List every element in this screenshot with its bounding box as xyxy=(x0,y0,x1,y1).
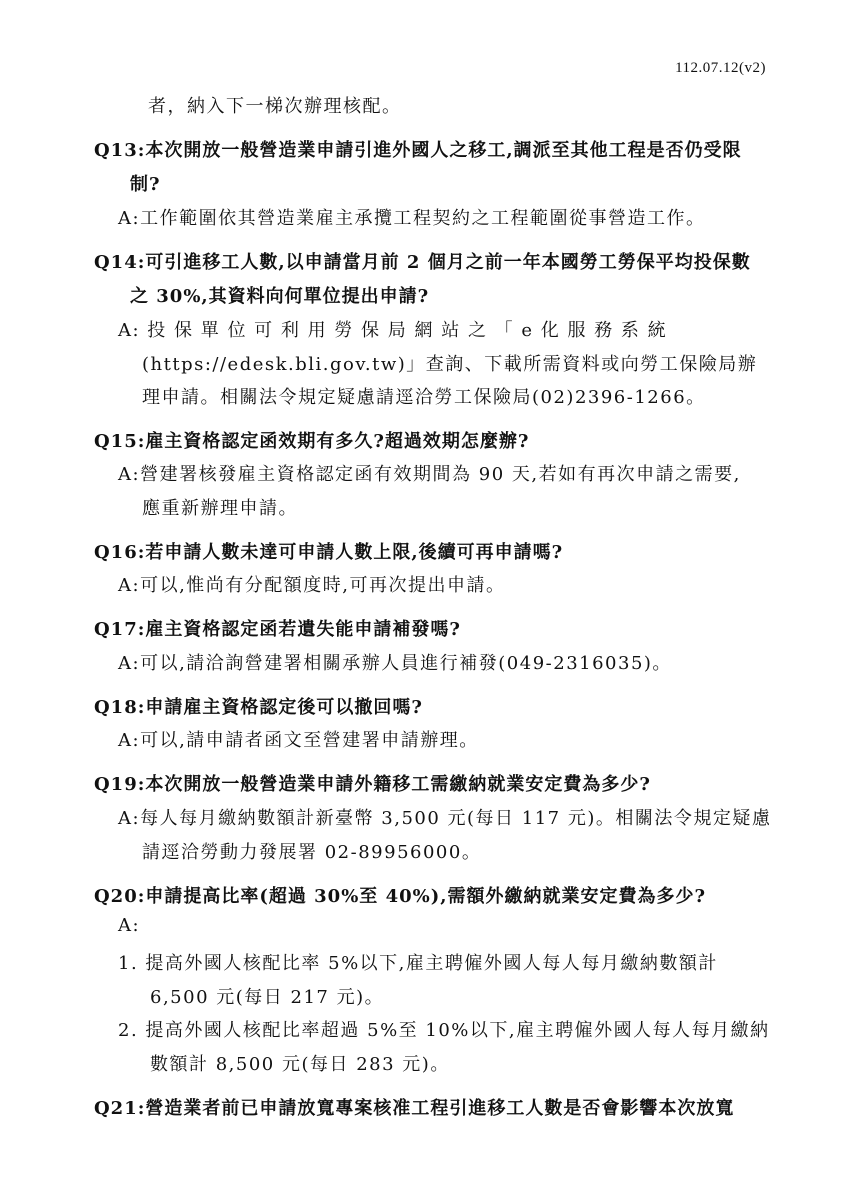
answer-19-line-1: A:每人每月繳納數額計新臺幣 3,500 元(每日 117 元)。相關法令規定疑慮 xyxy=(118,808,772,829)
answer-16: A:可以,惟尚有分配額度時,可再次提出申請。 xyxy=(118,575,506,596)
answer-14-line-3: 理申請。相關法令規定疑慮請逕洽勞工保險局(02)2396-1266。 xyxy=(142,387,706,408)
answer-18: A:可以,請申請者函文至營建署申請辦理。 xyxy=(118,730,479,751)
question-13-line-1: Q13:本次開放一般營造業申請引進外國人之移工,調派至其他工程是否仍受限 xyxy=(94,140,742,161)
answer-20-item-1-line-2: 6,500 元(每日 217 元)。 xyxy=(150,987,385,1008)
question-18: Q18:申請雇主資格認定後可以撤回嗎? xyxy=(94,697,423,718)
answer-20-item-2-line-1: 2. 提高外國人核配比率超過 5%至 10%以下,雇主聘僱外國人每人每月繳納 xyxy=(118,1020,770,1041)
continuation-line: 者，納入下一梯次辦理核配。 xyxy=(148,96,402,117)
question-20: Q20:申請提高比率(超過 30%至 40%),需額外繳納就業安定費為多少? xyxy=(94,886,707,907)
version-stamp: 112.07.12(v2) xyxy=(675,60,766,76)
question-17: Q17:雇主資格認定函若遺失能申請補發嗎? xyxy=(94,619,461,640)
question-21: Q21:營造業者前已申請放寬專案核准工程引進移工人數是否會影響本次放寬 xyxy=(94,1098,735,1119)
answer-14-line-1: A: 投 保 單 位 可 利 用 勞 保 局 網 站 之 「 e 化 服 務 系 統 xyxy=(118,320,668,341)
answer-17: A:可以,請洽詢營建署相關承辦人員進行補發(049-2316035)。 xyxy=(118,653,672,674)
answer-15-line-2: 應重新辦理申請。 xyxy=(142,498,298,519)
answer-15-line-1: A:營建署核發雇主資格認定函有效期間為 90 天,若如有再次申請之需要, xyxy=(118,464,741,485)
answer-13: A:工作範圍依其營造業雇主承攬工程契約之工程範圍從事營造工作。 xyxy=(118,208,706,229)
question-13-line-2: 制? xyxy=(130,174,161,195)
answer-20-item-1-line-1: 1. 提高外國人核配比率 5%以下,雇主聘僱外國人每人每月繳納數額計 xyxy=(118,953,718,974)
question-16: Q16:若申請人數未達可申請人數上限,後續可再申請嗎? xyxy=(94,542,564,563)
answer-14-line-2: (https://edesk.bli.gov.tw)」查詢、下載所需資料或向勞工保險局辦 xyxy=(142,354,758,375)
answer-20-item-2-line-2: 數額計 8,500 元(每日 283 元)。 xyxy=(150,1054,450,1075)
question-14-line-1: Q14:可引進移工人數,以申請當月前 2 個月之前一年本國勞工勞保平均投保數 xyxy=(94,252,751,273)
answer-19-line-2: 請逕洽勞動力發展署 02-89956000。 xyxy=(142,842,482,863)
question-14-line-2: 之 30%,其資料向何單位提出申請? xyxy=(130,286,430,307)
question-15: Q15:雇主資格認定函效期有多久?超過效期怎麼辦? xyxy=(94,431,530,452)
answer-20-label: A: xyxy=(118,915,141,936)
question-19: Q19:本次開放一般營造業申請外籍移工需繳納就業安定費為多少? xyxy=(94,774,651,795)
